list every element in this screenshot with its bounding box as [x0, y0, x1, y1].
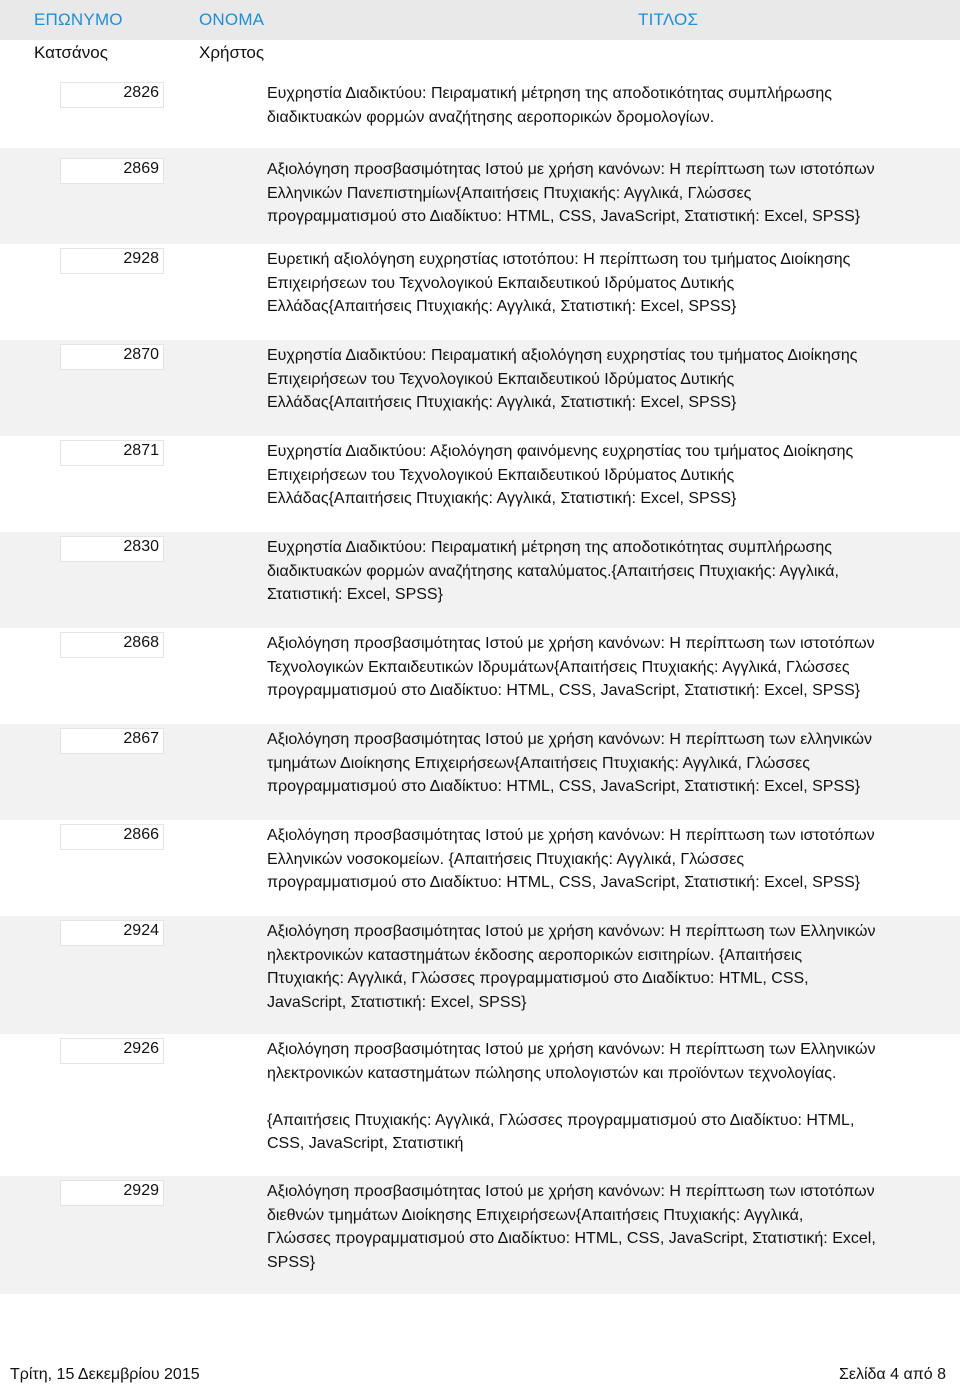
thesis-id-box	[60, 824, 164, 850]
thesis-title: Ευχρηστία Διαδικτύου: Αξιολόγηση φαινόμενης ευχρηστίας του τμήματος Διοίκησης Επιχειρήσεων του Τεχνολογικού Εκπαιδευτικού Ιδρύματος Δυτικής Ελλάδας{Απαιτήσεις Πτυχιακής: Αγγλικά, Στατιστική: Excel, SPSS}	[267, 443, 854, 507]
thesis-id-box	[60, 1180, 164, 1206]
thesis-id: 2830	[123, 538, 159, 555]
table-row	[0, 72, 960, 148]
thesis-title: Αξιολόγηση προσβασιμότητας Ιστού με χρήση κανόνων: Η περίπτωση των ιστοτόπων Ελληνικών νοσοκομείων. {Απαιτήσεις Πτυχιακής: Αγγλικά, Γλώσσες προγραμματισμού στο Διαδίκτυο: HTML, CSS, JavaScript, Στατιστική: Excel, SPSS}	[267, 827, 875, 891]
column-header-title: ΤΙΤΛΟΣ	[638, 10, 699, 29]
thesis-id: 2867	[123, 730, 159, 747]
column-header-row	[0, 0, 960, 40]
thesis-id-box	[60, 158, 164, 184]
thesis-id: 2871	[123, 442, 159, 459]
thesis-id: 2928	[123, 250, 159, 267]
thesis-id-box	[60, 344, 164, 370]
thesis-id: 2826	[123, 84, 159, 101]
thesis-title: Αξιολόγηση προσβασιμότητας Ιστού με χρήση κανόνων: Η περίπτωση των Ελληνικών ηλεκτρονικών καταστημάτων έκδοσης αεροπορικών εισιτηρίων. {Απαιτήσεις Πτυχιακής: Αγγλικά, Γλώσσες προγραμματισμού στο Διαδίκτυο: HTML, CSS, JavaScript, Στατιστική: Excel, SPSS}	[267, 923, 876, 1011]
thesis-id: 2868	[123, 634, 159, 651]
table-row	[0, 628, 960, 724]
thesis-id-box	[60, 440, 164, 466]
thesis-title: Ευχρηστία Διαδικτύου: Πειραματική αξιολόγηση ευχρηστίας του τμήματος Διοίκησης Επιχειρήσεων του Τεχνολογικού Εκπαιδευτικού Ιδρύματος Δυτικής Ελλάδας{Απαιτήσεις Πτυχιακής: Αγγλικά, Στατιστική: Excel, SPSS}	[267, 347, 858, 411]
thesis-id-box	[60, 728, 164, 754]
table-row	[0, 820, 960, 916]
page-footer	[0, 1364, 960, 1390]
thesis-title: Αξιολόγηση προσβασιμότητας Ιστού με χρήση κανόνων: Η περίπτωση των ιστοτόπων Τεχνολογικών Εκπαιδευτικών Ιδρυμάτων{Απαιτήσεις Πτυχιακής: Αγγλικά, Γλώσσες προγραμματισμού στο Διαδίκτυο: HTML, CSS, JavaScript, Στατιστική: Excel, SPSS}	[267, 635, 875, 699]
author-name: Χρήστος	[199, 43, 265, 62]
thesis-id-box	[60, 536, 164, 562]
table-row	[0, 244, 960, 340]
thesis-title: Ευχρηστία Διαδικτύου: Πειραματική μέτρηση της αποδοτικότητας συμπλήρωσης διαδικτυακών φορμών αναζήτησης αεροπορικών δρομολογίων.	[267, 85, 832, 126]
thesis-title: Ευχρηστία Διαδικτύου: Πειραματική μέτρηση της αποδοτικότητας συμπλήρωσης διαδικτυακών φορμών αναζήτησης καταλύματος.{Απαιτήσεις Πτυχιακής: Αγγλικά, Στατιστική: Excel, SPSS}	[267, 539, 839, 603]
thesis-title: Αξιολόγηση προσβασιμότητας Ιστού με χρήση κανόνων: Η περίπτωση των ιστοτόπων διεθνών τμημάτων Διοίκησης Επιχειρήσεων{Απαιτήσεις Πτυχιακής: Αγγλικά, Γλώσσες προγραμματισμού στο Διαδίκτυο: HTML, CSS, JavaScript, Στατιστική: Excel, SPSS}	[267, 1183, 876, 1271]
column-header-name: ΟΝΟΜΑ	[199, 10, 265, 29]
thesis-id: 2870	[123, 346, 159, 363]
thesis-list	[0, 72, 960, 1294]
table-row	[0, 724, 960, 820]
table-row	[0, 148, 960, 244]
table-row	[0, 436, 960, 532]
footer-date: Τρίτη, 15 Δεκεμβρίου 2015	[10, 1366, 200, 1383]
thesis-title: Αξιολόγηση προσβασιμότητας Ιστού με χρήση κανόνων: Η περίπτωση των ιστοτόπων Ελληνικών Πανεπιστημίων{Απαιτήσεις Πτυχιακής: Αγγλικά, Γλώσσες προγραμματισμού στο Διαδίκτυο: HTML, CSS, JavaScript, Στατιστική: Excel, SPSS}	[267, 161, 875, 225]
thesis-id: 2866	[123, 826, 159, 843]
thesis-id: 2869	[123, 160, 159, 177]
thesis-id-box	[60, 248, 164, 274]
table-row	[0, 1034, 960, 1176]
thesis-id-box	[60, 82, 164, 108]
footer-page-number: Σελίδα 4 από 8	[838, 1366, 946, 1383]
thesis-id: 2926	[123, 1040, 159, 1057]
thesis-title: Ευρετική αξιολόγηση ευχρηστίας ιστοτόπου: Η περίπτωση του τμήματος Διοίκησης Επιχειρήσεων του Τεχνολογικού Εκπαιδευτικού Ιδρύματος Δυτικής Ελλάδας{Απαιτήσεις Πτυχιακής: Αγγλικά, Στατιστική: Excel, SPSS}	[267, 251, 851, 315]
thesis-id-box	[60, 920, 164, 946]
thesis-id: 2929	[123, 1182, 159, 1199]
author-surname: Κατσάνος	[34, 43, 108, 62]
thesis-id: 2924	[123, 922, 159, 939]
thesis-title: Αξιολόγηση προσβασιμότητας Ιστού με χρήση κανόνων: Η περίπτωση των Ελληνικών ηλεκτρονικών καταστημάτων πώλησης υπολογιστών και προϊόντων τεχνολογίας. {Απαιτήσεις Πτυχιακής: Αγγλικά, Γλώσσες προγραμματισμού στο Διαδίκτυο: HTML, CSS, JavaScript, Στατιστική	[267, 1041, 876, 1152]
table-row	[0, 532, 960, 628]
thesis-title: Αξιολόγηση προσβασιμότητας Ιστού με χρήση κανόνων: Η περίπτωση των ελληνικών τμημάτων Διοίκησης Επιχειρήσεων{Απαιτήσεις Πτυχιακής: Αγγλικά, Γλώσσες προγραμματισμού στο Διαδίκτυο: HTML, CSS, JavaScript, Στατιστική: Excel, SPSS}	[267, 731, 873, 795]
thesis-id-box	[60, 632, 164, 658]
table-row	[0, 916, 960, 1034]
table-row	[0, 340, 960, 436]
column-header-surname: ΕΠΩΝΥΜΟ	[34, 10, 123, 29]
table-row	[0, 1176, 960, 1294]
thesis-id-box	[60, 1038, 164, 1064]
author-row	[0, 40, 960, 72]
